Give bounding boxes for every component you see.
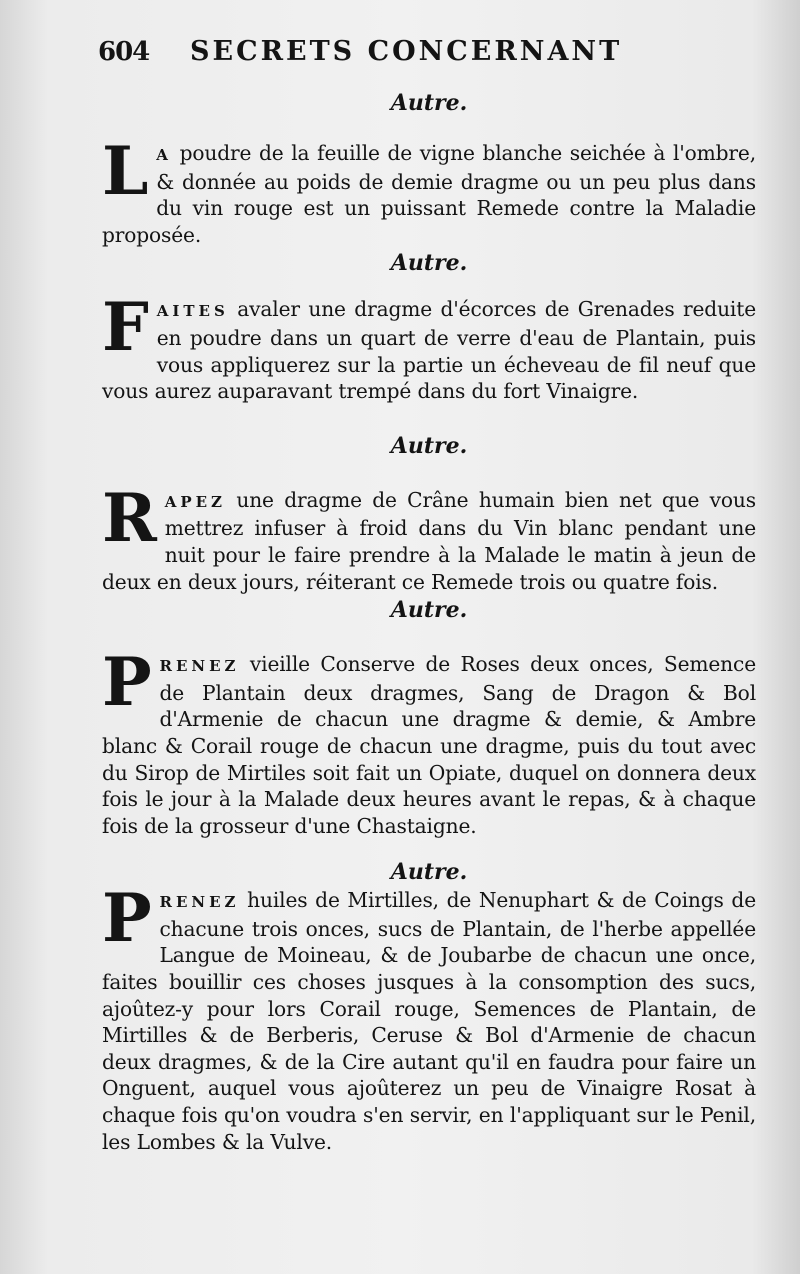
drop-cap-letter: R (102, 478, 157, 557)
section-heading: Autre. (390, 859, 468, 886)
recipe-paragraph (102, 643, 756, 839)
recipe-paragraph (102, 879, 756, 1155)
section-heading: Autre. (390, 250, 468, 277)
page-number: 604 (98, 37, 150, 67)
page-header (98, 36, 756, 88)
section-heading: Autre. (390, 90, 468, 116)
paragraph-text: poudre de la feuille de vigne blanche seichée à l'ombre, & donnée au poids de demie dragme ou un peu plus dans du vin rouge est un puissant Remede contre la Maladie proposée. (102, 141, 756, 247)
lead-word: RENEZ (159, 893, 240, 912)
drop-cap-letter: L (102, 132, 149, 210)
drop-cap-letter: P (102, 643, 152, 722)
running-title: SECRETS CONCERNANT (190, 36, 623, 67)
lead-word: RENEZ (159, 657, 240, 676)
recipe-paragraph (102, 288, 756, 404)
recipe-paragraph (102, 478, 756, 595)
section-heading: Autre. (390, 432, 468, 459)
paragraph-text: huiles de Mirtilles, de Nenuphart & de Coings de chacune trois onces, sucs de Plantain, de l'herbe appellée Langue de Moineau, & de Joubarbe de chacun une once, faites bouillir ces choses jusques à la consomption des sucs, ajoûtez-y pour lors Corail rouge, Semences de Plantain, de Mirtilles & de Berberis, Ceruse & Bol d'Armenie de chacun deux dragmes, & de la Cire autant qu'il en faudra pour faire un Onguent, auquel vous ajoûterez un peu de Vinaigre Rosat à chaque fois qu'on voudra s'en servir, en l'appliquant sur le Penil, les Lombes & la Vulve. (102, 888, 756, 1154)
lead-word: A (156, 146, 172, 164)
paragraph-text: avaler une dragme d'écorces de Grenades reduite en poudre dans un quart de verre d'eau de Plantain, puis vous appliquerez sur la partie un écheveau de fil neuf que vous aurez auparavant trempé dans du fort Vinaigre. (102, 297, 756, 404)
section-heading: Autre. (390, 597, 468, 624)
lead-word: AITES (156, 302, 229, 321)
drop-cap-letter: P (102, 879, 152, 958)
paragraph-text: vieille Conserve de Roses deux onces, Semence de Plantain deux dragmes, Sang de Dragon & Bol d'Armenie de chacun une dragme & demie, & Ambre blanc & Corail rouge de chacun une dragme, puis du tout avec du Sirop de Mirtiles soit fait un Opiate, duquel on donnera deux fois le jour à la Malade deux heures avant le repas, & à chaque fois de la grosseur d'une Chastaigne. (102, 652, 756, 838)
lead-word: APEZ (164, 492, 227, 511)
recipe-paragraph (102, 132, 756, 248)
drop-cap-letter: F (102, 288, 149, 367)
paragraph-text: une dragme de Crâne humain bien net que vous mettrez infuser à froid dans du Vin blanc pendant une nuit pour le faire prendre à la Malade le matin à jeun de deux en deux jours, réiterant ce Remede trois ou quatre fois. (102, 487, 756, 594)
